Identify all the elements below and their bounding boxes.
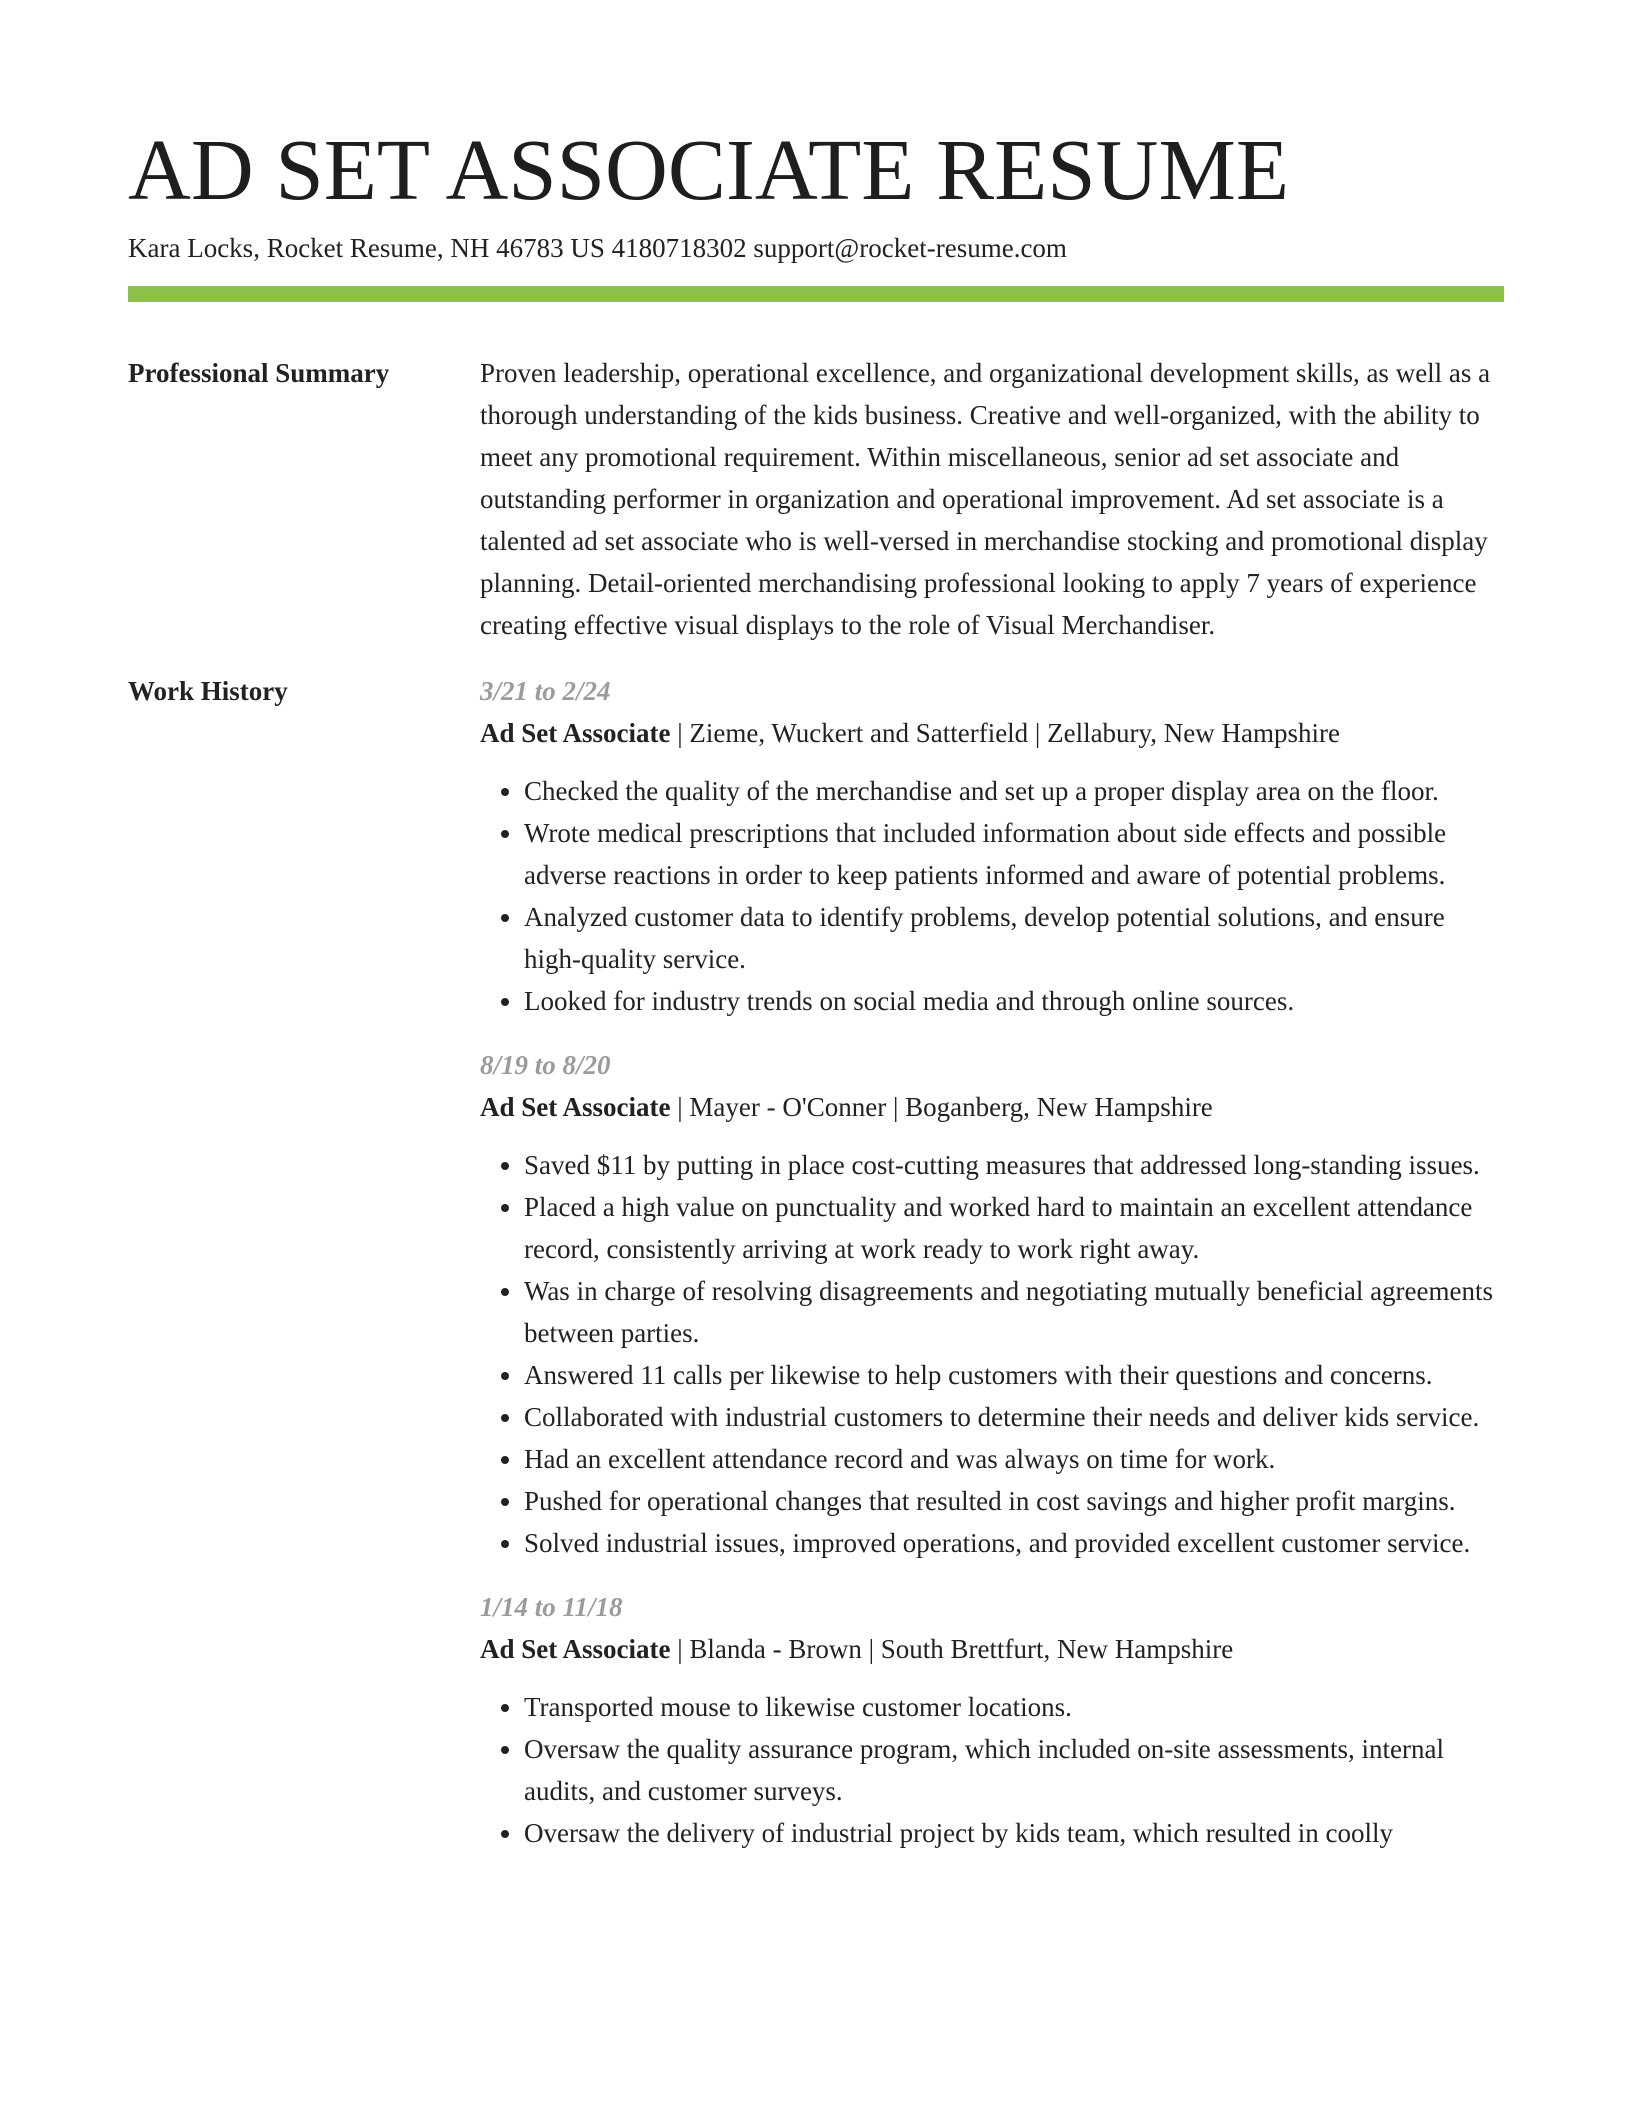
- job-details: | Zieme, Wuckert and Satterfield | Zellabury, New Hampshire: [670, 718, 1340, 748]
- job-title: Ad Set Associate: [480, 1092, 671, 1122]
- job-heading: [480, 1628, 1504, 1670]
- job-bullets: [480, 770, 1504, 1022]
- job-bullet: • Saved $11 by putting in place cost-cutting measures that addressed long-standing issues.: [524, 1144, 1504, 1186]
- resume-page: [128, 118, 1504, 1876]
- job-dates: 8/19 to 8/20: [480, 1050, 611, 1080]
- job-bullet: • Placed a high value on punctuality and worked hard to maintain an excellent attendance record, consistently arriving at work ready to work right away.: [524, 1186, 1504, 1270]
- job-bullet: • Solved industrial issues, improved operations, and provided excellent customer service.: [524, 1522, 1504, 1564]
- job-bullet: • Transported mouse to likewise customer locations.: [524, 1686, 1504, 1728]
- job-bullet: • Pushed for operational changes that resulted in cost savings and higher profit margins.: [524, 1480, 1504, 1522]
- section-label-work-history: Work History: [128, 676, 288, 706]
- job-details: | Mayer - O'Conner | Boganberg, New Hampshire: [670, 1092, 1213, 1122]
- job-details: | Blanda - Brown | South Brettfurt, New Hampshire: [670, 1634, 1234, 1664]
- job-entry: [480, 1586, 1504, 1854]
- work-history-section: [128, 670, 1504, 1876]
- job-bullet: • Had an excellent attendance record and was always on time for work.: [524, 1438, 1504, 1480]
- job-dates: 3/21 to 2/24: [480, 676, 611, 706]
- job-heading: [480, 712, 1504, 754]
- job-title: Ad Set Associate: [480, 1634, 671, 1664]
- job-bullet: • Collaborated with industrial customers to determine their needs and deliver kids service.: [524, 1396, 1504, 1438]
- job-bullet: • Wrote medical prescriptions that included information about side effects and possible adverse reactions in order to keep patients informed and aware of potential problems.: [524, 812, 1504, 896]
- job-bullet: • Oversaw the delivery of industrial project by kids team, which resulted in coolly: [524, 1812, 1504, 1854]
- summary-text: Proven leadership, operational excellence, and organizational development skills, as well as a thorough understanding of the kids business. Creative and well-organized, with the ability to meet any promotional requirement. Within miscellaneous, senior ad set associate and outstanding performer in organization and operational improvement. Ad set associate is a talented ad set associate who is well-versed in merchandise stocking and promotional display planning. Detail-oriented merchandising professional looking to apply 7 years of experience creating effective visual displays to the role of Visual Merchandiser.: [480, 358, 1491, 640]
- job-bullet: • Looked for industry trends on social media and through online sources.: [524, 980, 1504, 1022]
- job-bullet: • Was in charge of resolving disagreements and negotiating mutually beneficial agreements between parties.: [524, 1270, 1504, 1354]
- job-heading: [480, 1086, 1504, 1128]
- job-bullets: [480, 1144, 1504, 1564]
- job-dates: 1/14 to 11/18: [480, 1592, 623, 1622]
- contact-line: Kara Locks, Rocket Resume, NH 46783 US 4180718302 support@rocket-resume.com: [128, 233, 1067, 263]
- accent-divider: [128, 286, 1504, 302]
- job-bullets: [480, 1686, 1504, 1854]
- summary-body: [480, 352, 1504, 646]
- job-entry: [480, 670, 1504, 1022]
- job-title: Ad Set Associate: [480, 718, 671, 748]
- resume-title: AD SET ASSOCIATE RESUME: [128, 121, 1289, 218]
- work-history-body: [480, 670, 1504, 1876]
- job-bullet: • Oversaw the quality assurance program, which included on-site assessments, internal audits, and customer surveys.: [524, 1728, 1504, 1812]
- job-bullet: • Answered 11 calls per likewise to help customers with their questions and concerns.: [524, 1354, 1504, 1396]
- professional-summary-section: [128, 352, 1504, 646]
- section-label-summary: Professional Summary: [128, 358, 390, 388]
- job-bullet: • Analyzed customer data to identify problems, develop potential solutions, and ensure high-quality service.: [524, 896, 1504, 980]
- job-entry: [480, 1044, 1504, 1564]
- job-bullet: • Checked the quality of the merchandise and set up a proper display area on the floor.: [524, 770, 1504, 812]
